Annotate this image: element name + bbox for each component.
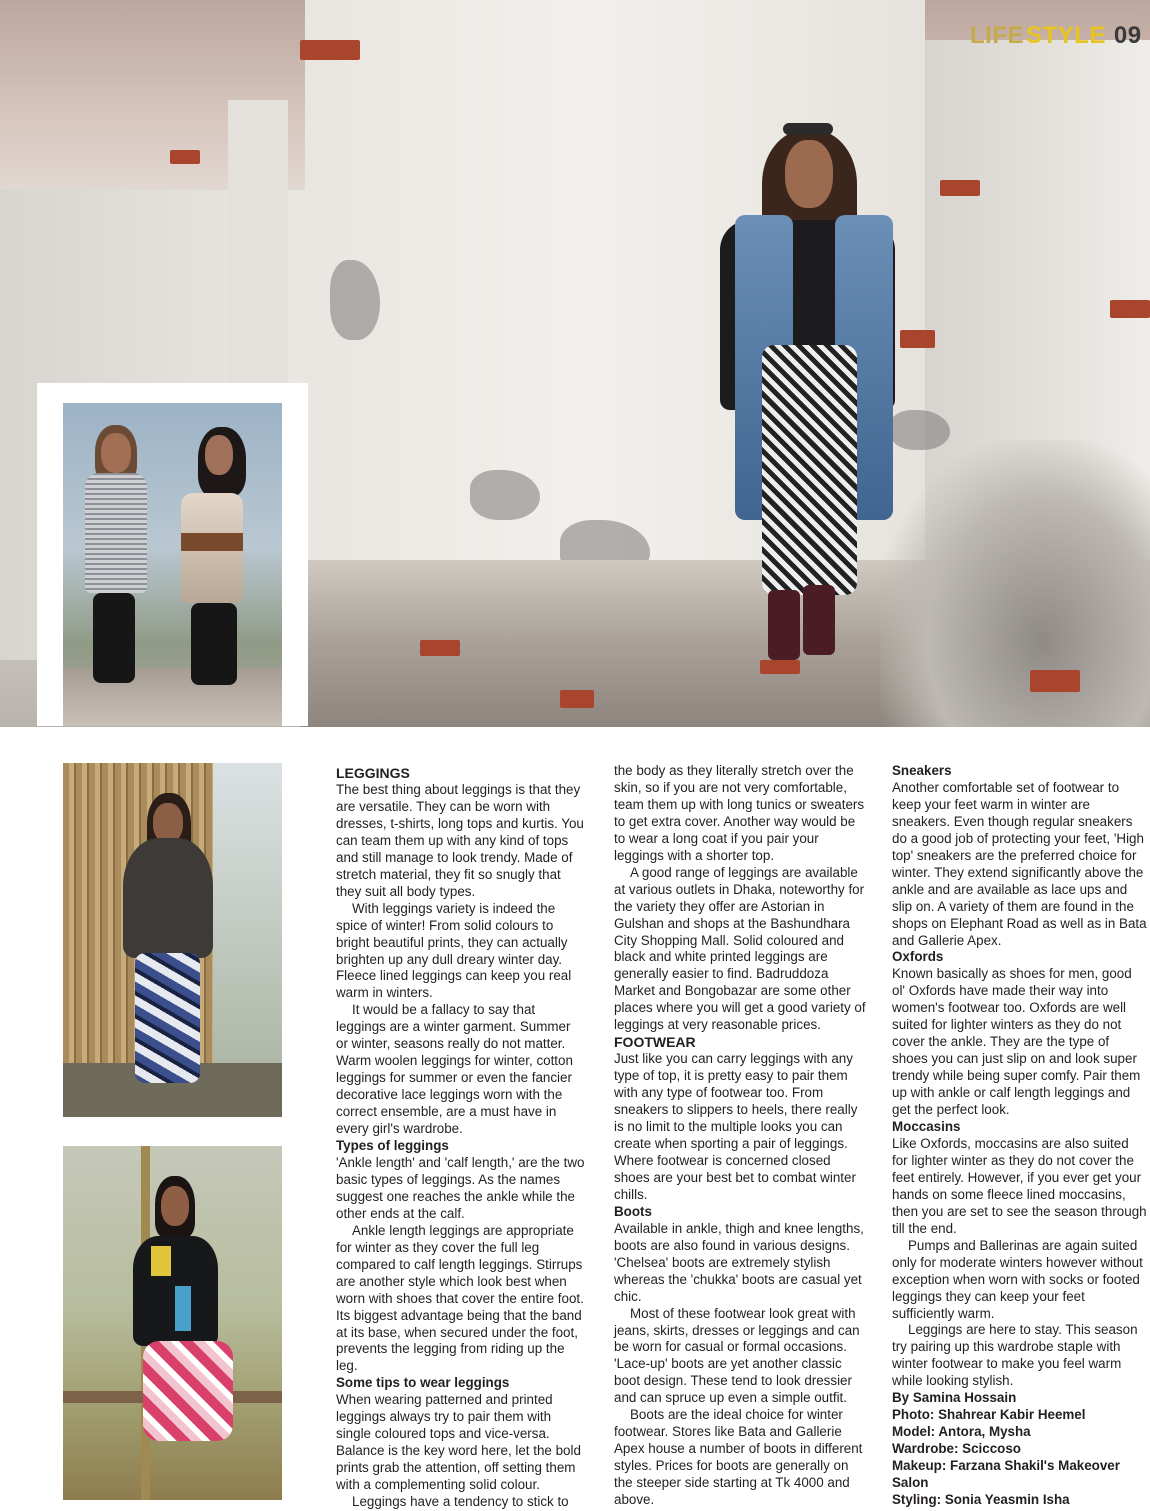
paragraph: the body as they literally stretch over the skin, so if you are not very comfortable, team them up with long tunics or sweaters to get extra cover. Another way would be to wear a long coat if you pair your leggings with a shorter top. xyxy=(614,763,865,863)
paragraph: Known basically as shoes for men, good ol' Oxfords have made their way into women's footwear too. Oxfords are well suited for lighter winters as they do not cover the ankle. They are the type of shoes you can just slip on and look super trendy while being super comfy. Pair them up with ankle or calf length leggings and get the perfect look. xyxy=(892,966,1141,1118)
brick xyxy=(170,150,200,164)
peeling-paint xyxy=(470,470,540,520)
paragraph: The best thing about leggings is that they are versatile. They can be worn with dresses, t-shirts, long tops and kurtis. You can team them up with any kind of tops and still manage to look trendy. Made of stretch material, they fit so snugly that they suit all body types. xyxy=(336,782,584,899)
article-column-3 xyxy=(892,763,1148,1509)
model-camo-leggings xyxy=(143,1341,233,1441)
inset-photo-two-models xyxy=(63,403,282,726)
section-label-style: STYLE xyxy=(1026,22,1106,49)
paragraph: It would be a fallacy to say that leggings are a winter garment. Summer or winter, seasons really do not matter. Warm woolen leggings for winter, cotton leggings for summer or even the fancier decorative lace leggings worn with the correct ensemble, are a must have in every girl's wardrobe. xyxy=(336,1002,573,1137)
brick xyxy=(300,40,360,60)
paragraph: Boots are the ideal choice for winter footwear. Stores like Bata and Gallerie Apex house a number of boots in different styles. Prices for boots are generally on the steeper side starting at Tk 4000 and above. xyxy=(614,1407,863,1508)
article-column-1 xyxy=(336,765,586,1511)
brick xyxy=(420,640,460,656)
model-face xyxy=(101,433,131,473)
model-printed-leggings xyxy=(135,953,200,1083)
model-houndstooth-leggings xyxy=(762,345,857,595)
credit-line: Model: Antora, Mysha xyxy=(892,1424,1031,1440)
paragraph: With leggings variety is indeed the spice of winter! From solid colours to bright beautiful prints, they can actually brighten up any dull dreary winter day. Fleece lined leggings can keep you real warm in winters. xyxy=(336,900,572,1001)
credit-line: Wardrobe: Sciccoso xyxy=(892,1441,1021,1457)
model-tweed-dress xyxy=(85,473,147,593)
paragraph: Pumps and Ballerinas are again suited only for moderate winters however without exception when worn with socks or footed leggings they can keep your feet sufficiently warm. xyxy=(892,1237,1143,1321)
subheading: Oxfords xyxy=(892,949,944,965)
model-face xyxy=(205,435,233,475)
section-heading: FOOTWEAR xyxy=(614,1034,696,1051)
credit-line: Makeup: Farzana Shakil's Makeover Salon xyxy=(892,1458,1120,1491)
credit-line: Styling: Sonia Yeasmin Isha xyxy=(892,1491,1070,1507)
brick xyxy=(560,690,594,708)
brick xyxy=(1110,300,1150,318)
model-sunglasses xyxy=(783,123,833,135)
subheading: Moccasins xyxy=(892,1119,961,1135)
model-boot-left xyxy=(768,590,800,660)
brick xyxy=(1030,670,1080,692)
paragraph: 'Ankle length' and 'calf length,' are the two basic types of leggings. As the names suggest one reaches the ankle while the other ends at the calf. xyxy=(336,1154,585,1221)
credit-line: By Samina Hossain xyxy=(892,1390,1017,1406)
article-column-2 xyxy=(614,763,870,1509)
brick xyxy=(940,180,980,196)
paragraph: Most of these footwear look great with jeans, skirts, dresses or leggings and can be worn for casual or formal occasions. 'Lace-up' boots are yet another classic boot design. These tend to look dressier and can spruce up even a simple outfit. xyxy=(614,1305,860,1406)
paragraph: Ankle length leggings are appropriate for winter as they cover the full leg compared to calf length leggings. Stirrups are another style which look best when worn with shoes that cover the entire foot. Its biggest advantage being that the band at its base, when secured under the foot, prevents the legging from riding up the leg. xyxy=(336,1222,584,1374)
credit-line: Photo: Shahrear Kabir Heemel xyxy=(892,1407,1086,1423)
paragraph: Like Oxfords, moccasins are also suited for lighter winter as they do not cover the feet entirely. However, if you ever get your hands on some fleece lined moccasins, then you are set to see the season through till the end. xyxy=(892,1135,1147,1236)
side-photo-bamboo-fence xyxy=(63,763,282,1117)
model-poncho xyxy=(123,838,213,958)
brick xyxy=(900,330,935,348)
section-header xyxy=(970,22,1142,50)
model-black-leggings xyxy=(93,593,135,683)
model-belt xyxy=(181,533,243,551)
paragraph: When wearing patterned and printed leggings always try to pair them with single coloured tops and vice-versa. Balance is the key word here, let the bold prints grab the attention, off setting them with a complementing solid colour. xyxy=(336,1392,581,1493)
subheading: Types of leggings xyxy=(336,1138,449,1154)
paragraph: Available in ankle, thigh and knee lengths, boots are also found in various designs. 'Chelsea' boots are extremely stylish whereas the 'chukka' boots are casual yet chic. xyxy=(614,1220,864,1304)
model-boot-right xyxy=(803,585,835,655)
paragraph: Leggings are here to stay. This season try pairing up this wardrobe staple with winter footwear to make you feel warm while looking stylish. xyxy=(892,1322,1138,1389)
paragraph: Another comfortable set of footwear to keep your feet warm in winter are sneakers. Even though regular sneakers do a good job of protecting your feet, 'High top' sneakers are the preferred choice for winter. They extend significantly above the ankle and are available as lace ups and slip on. A variety of them are found in the shops on Elephant Road as well as in Bata and Gallerie Apex. xyxy=(892,779,1147,948)
jacket-print xyxy=(175,1286,191,1331)
rubble-pile xyxy=(880,440,1150,727)
model-black-leggings xyxy=(191,603,237,685)
paragraph: Leggings have a tendency to stick to xyxy=(352,1494,569,1510)
model-face xyxy=(153,803,183,843)
paragraph: Just like you can carry leggings with any type of top, it is pretty easy to pair them with any type of footwear too. From sneakers to slippers to heels, there really is no limit to the multiple looks you can create when sporting a pair of leggings. Where footwear is concerned closed shoes are your best bet to combat winter chills. xyxy=(614,1051,858,1202)
section-heading: LEGGINGS xyxy=(336,765,410,781)
subheading: Some tips to wear leggings xyxy=(336,1375,510,1391)
subheading: Boots xyxy=(614,1203,652,1219)
paragraph: A good range of leggings are available at various outlets in Dhaka, noteworthy for the variety they offer are Astorian in Gulshan and shops at the Bashundhara City Shopping Mall. Solid coloured and black and white printed leggings are generally easier to find. Badruddoza Market and Bongobazar are some other places where you will get a good variety of leggings at very reasonable prices. xyxy=(614,864,866,1033)
brick xyxy=(760,660,800,674)
subheading: Sneakers xyxy=(892,763,952,778)
model-face xyxy=(785,140,833,208)
section-label-life: LIFE xyxy=(970,22,1024,49)
side-photo-field xyxy=(63,1146,282,1500)
model-face xyxy=(161,1186,189,1226)
jacket-print xyxy=(151,1246,171,1276)
page-number: 09 xyxy=(1113,22,1142,49)
